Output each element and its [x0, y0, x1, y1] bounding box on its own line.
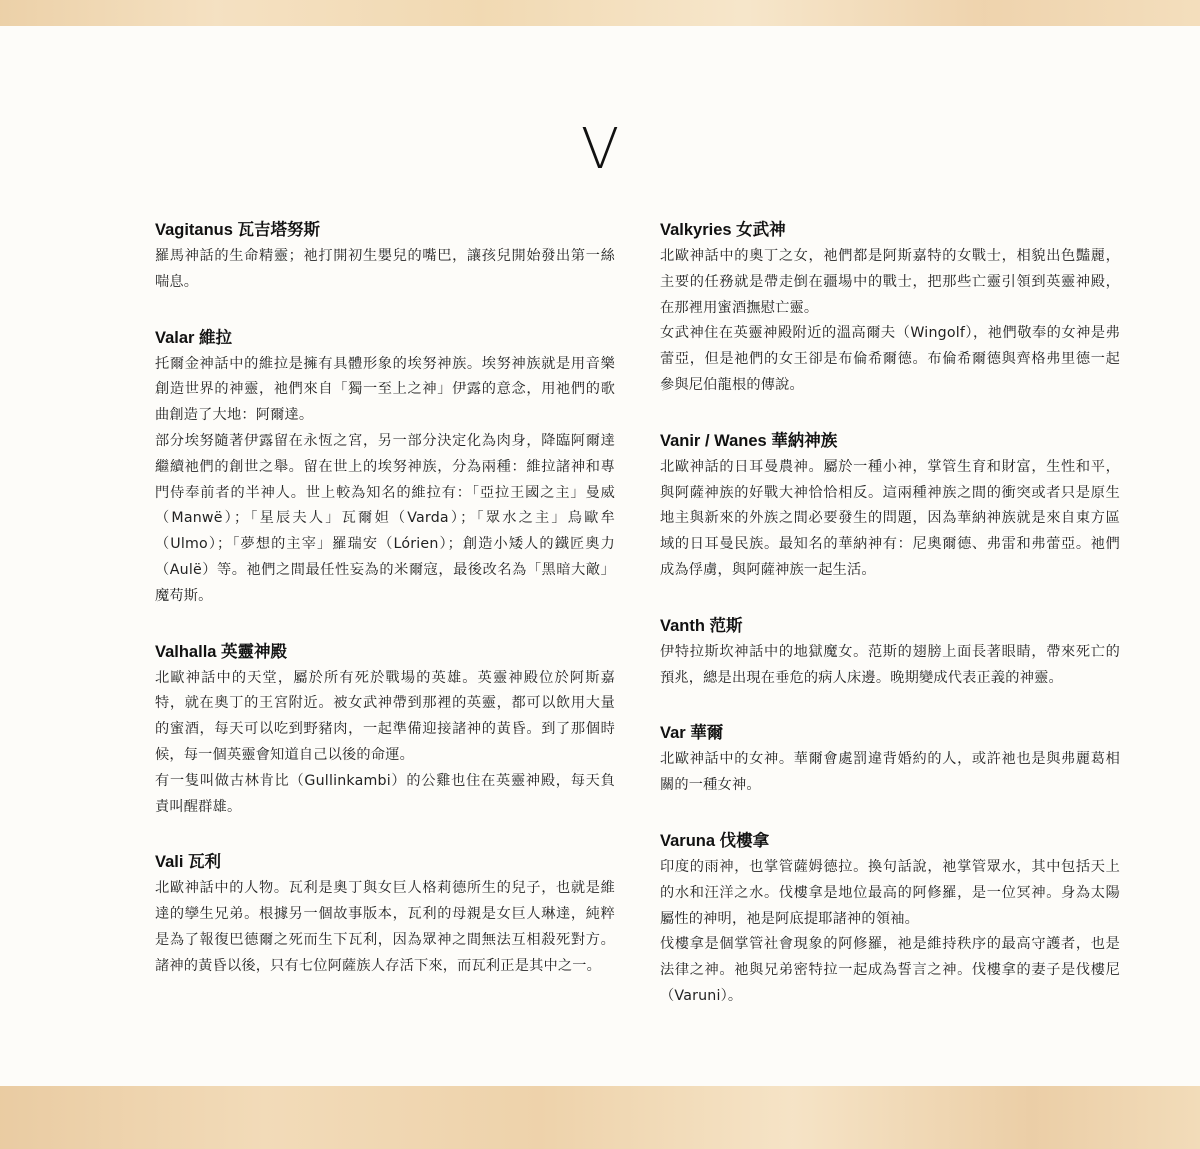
entry-term: Valar 維拉 [155, 328, 233, 347]
page-edge-top [0, 0, 1200, 26]
definition-paragraph: 伊特拉斯坎神話中的地獄魔女。范斯的翅膀上面長著眼睛，帶來死亡的預兆，總是出現在垂危的病人床邊。晚期變成代表正義的神靈。 [660, 643, 1120, 686]
entry-term: Varuna 伐樓拿 [660, 831, 770, 850]
definition-paragraph: 部分埃努隨著伊露留在永恆之宮，另一部分決定化為肉身，降臨阿爾達繼續祂們的創世之舉。留在世上的埃努神族，分為兩種：維拉諸神和專門侍奉前者的半神人。世上較為知名的維拉有：「亞拉王國之主」曼威（Manwë）；「星辰夫人」瓦爾妲（Varda）；「眾水之主」烏歐牟（Ulmo）；「夢想的主宰」羅瑞安（Lórien）；創造小矮人的鐵匠奧力（Aulë）等。祂們之間最任性妄為的米爾寇，最後改名為「黑暗大敵」魔苟斯。 [155, 432, 615, 604]
definition-paragraph: 女武神住在英靈神殿附近的溫高爾夫（Wingolf），祂們敬奉的女神是弗蕾亞，但是祂們的女王卻是布倫希爾德。布倫希爾德與齊格弗里德一起參與尼伯龍根的傳說。 [660, 325, 1120, 393]
definition-paragraph: 北歐神話中的天堂，屬於所有死於戰場的英雄。英靈神殿位於阿斯嘉特，就在奧丁的王宮附近。被女武神帶到那裡的英靈，都可以飲用大量的蜜酒，每天可以吃到野豬肉，一起準備迎接諸神的黃昏。到了那個時候，每一個英靈會知道自己以後的命運。 [155, 669, 615, 763]
entry-definition [155, 244, 615, 296]
entry-term: Vagitanus 瓦吉塔努斯 [155, 221, 321, 239]
glossary-entry [660, 721, 1120, 799]
entry-term: Valhalla 英靈神殿 [155, 642, 288, 661]
glossary-entry [660, 429, 1120, 584]
left-column [155, 218, 615, 1010]
entry-definition [660, 747, 1120, 799]
glossary-entry [660, 218, 1120, 399]
definition-paragraph: 印度的雨神，也掌管薩姆德拉。換句話說，祂掌管眾水，其中包括天上的水和汪洋之水。伐樓拿是地位最高的阿修羅，是一位冥神。身為太陽屬性的神明，祂是阿底提耶諸神的領袖。 [660, 858, 1120, 927]
glossary-entry [660, 829, 1120, 1010]
entry-definition [155, 352, 615, 610]
entry-definition [660, 244, 1120, 399]
definition-paragraph: 北歐神話中的人物。瓦利是奧丁與女巨人格莉德所生的兒子，也就是維達的孿生兄弟。根據另一個故事版本，瓦利的母親是女巨人琳達，純粹是為了報復巴德爾之死而生下瓦利，因為眾神之間無法互相殺死對方。諸神的黃昏以後，只有七位阿薩族人存活下來，而瓦利正是其中之一。 [155, 880, 615, 974]
entry-term: Valkyries 女武神 [660, 221, 786, 239]
definition-paragraph: 羅馬神話的生命精靈；祂打開初生嬰兒的嘴巴，讓孩兒開始發出第一絲喘息。 [155, 248, 615, 290]
entry-definition [155, 876, 615, 979]
entry-term: Vali 瓦利 [155, 853, 222, 872]
entry-definition [660, 855, 1120, 1010]
entry-term: Vanir / Wanes 華納神族 [660, 431, 838, 450]
definition-paragraph: 伐樓拿是個掌管社會現象的阿修羅，祂是維持秩序的最高守護者，也是法律之神。祂與兄弟密特拉一起成為誓言之神。伐樓拿的妻子是伐樓尼（Varuni）。 [660, 936, 1120, 1004]
glossary-entry [155, 640, 615, 821]
glossary-entry [155, 218, 615, 296]
glossary-entry [155, 326, 615, 610]
glossary-entry [155, 850, 615, 979]
entry-term: Vanth 范斯 [660, 616, 743, 635]
entry-term: Var 華爾 [660, 724, 724, 743]
entry-definition [660, 455, 1120, 584]
section-letter: V [580, 117, 620, 182]
glossary-entry [660, 614, 1120, 692]
definition-paragraph: 有一隻叫做古林肯比（Gullinkambi）的公雞也住在英靈神殿，每天負責叫醒群雄。 [155, 772, 615, 815]
entry-definition [660, 640, 1120, 692]
page-edge-bottom [0, 1086, 1200, 1149]
definition-paragraph: 北歐神話中的奧丁之女，祂們都是阿斯嘉特的女戰士，相貌出色豔麗，主要的任務就是帶走倒在疆場中的戰士，把那些亡靈引領到英靈神殿，在那裡用蜜酒撫慰亡靈。 [660, 248, 1120, 316]
entry-definition [155, 666, 615, 821]
definition-paragraph: 托爾金神話中的維拉是擁有具體形象的埃努神族。埃努神族就是用音樂創造世界的神靈，祂們來自「獨一至上之神」伊露的意念，用祂們的歌曲創造了大地：阿爾達。 [155, 355, 615, 424]
definition-paragraph: 北歐神話中的女神。華爾會處罰違背婚約的人，或許祂也是與弗麗葛相關的一種女神。 [660, 751, 1120, 794]
right-column [660, 218, 1120, 1040]
definition-paragraph: 北歐神話的日耳曼農神。屬於一種小神，掌管生育和財富，生性和平，與阿薩神族的好戰大神恰恰相反。這兩種神族之間的衝突或者只是原生地主與新來的外族之間必要發生的問題，因為華納神族就是來自東方區域的日耳曼民族。最知名的華納神有：尼奧爾德、弗雷和弗蕾亞。祂們成為俘虜，與阿薩神族一起生活。 [660, 458, 1120, 578]
